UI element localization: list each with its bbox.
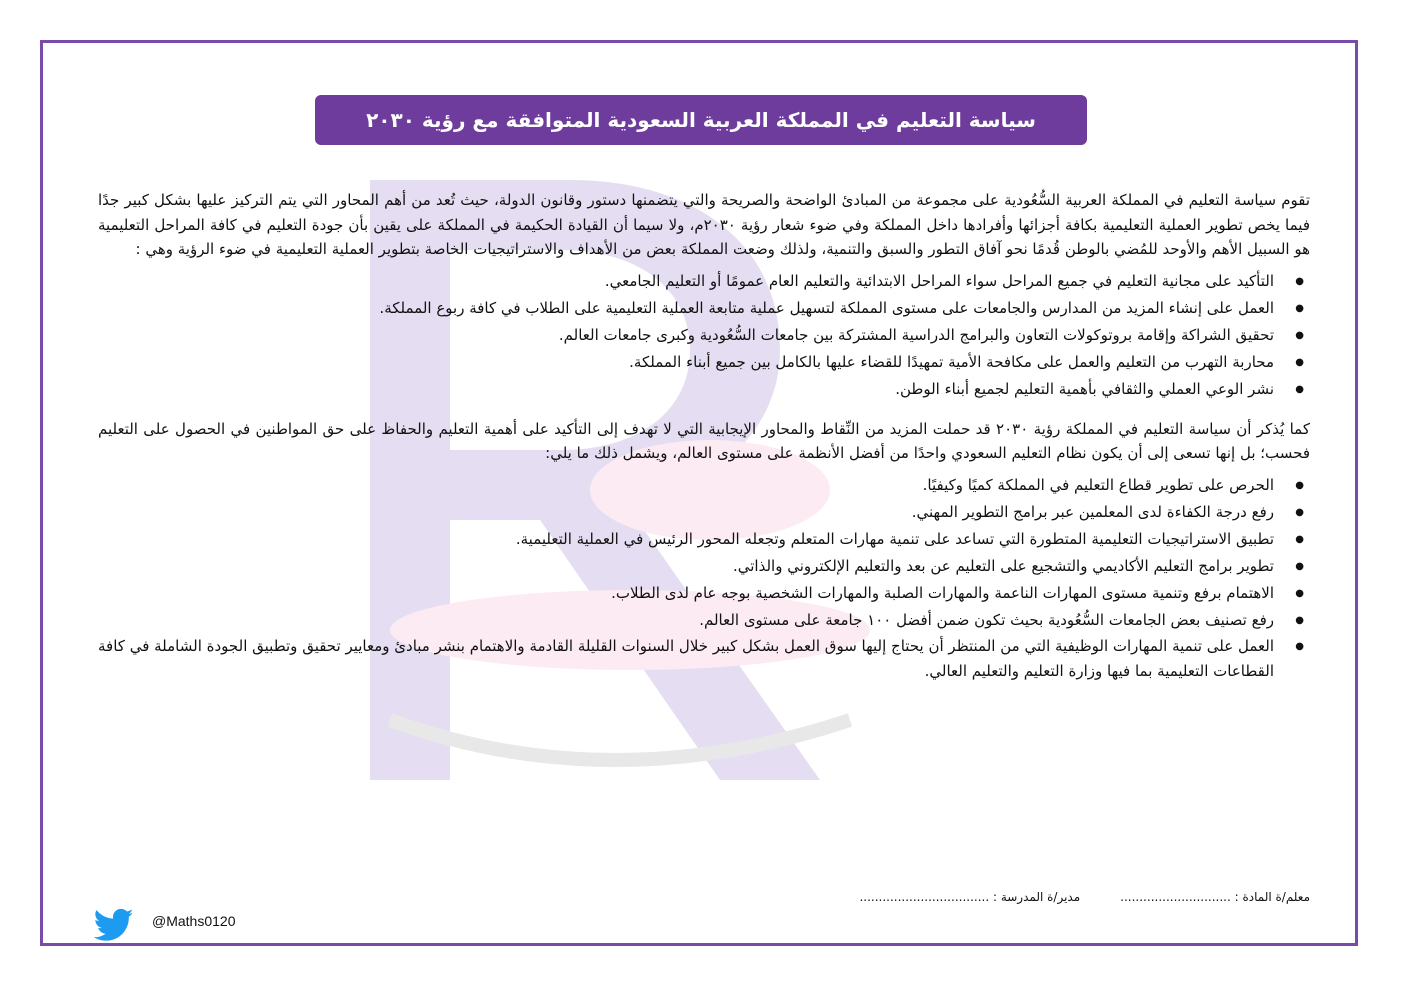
signature-footer [780,890,1310,904]
intro-paragraph: تقوم سياسة التعليم في المملكة العربية السُّعُودية على مجموعة من المبادئ الواضحة والصريحة والتي يتضمنها دستور وقانون الدولة، حيث تُعد من أهم المحاور التي يتم التركيز عليها بشكل كبير جدًا فيما يخص تطوير العملية التعليمية بكافة أجزائها وأفرادها داخل المملكة وفي ضوء شعار رؤية ٢٠٣٠م، ولا سيما أن القيادة الحكيمة في المملكة على يقين بأن جودة التعليم في كافة المراحل التعليمية هو السبيل الأهم والأوحد للمُضي بالوطن قُدمًا نحو آفاق التطور والسبق والتنمية، ولذلك وضعت المملكة بعض من الأهداف والاستراتيجيات الخاصة بتطوير العملية التعليمية في ضوء الرؤية وهي : [98,191,1310,259]
twitter-bird-icon [92,905,136,945]
list-item: ● نشر الوعي العملي والثقافي بأهمية التعليم لجميع أبناء الوطن. [98,376,1274,403]
goals-list [98,268,1310,403]
list-item: ● العمل على تنمية المهارات الوظيفية التي من المنتظر أن يحتاج إليها سوق العمل بشكل كبير خلال السنوات القليلة القادمة والاهتمام بنشر مبادئ ومعايير تحقيق وتطبيق الجودة الشاملة في كافة القطاعات التعليمية بما فيها وزارة التعليم والتعليم العالي. [98,634,1274,684]
principal-signature-line: مدير/ة المدرسة : .................................. [859,890,1081,904]
page-title-text: سياسة التعليم في المملكة العربية السعودية المتوافقة مع رؤية ٢٠٣٠ [366,108,1036,132]
list-item: ● التأكيد على مجانية التعليم في جميع المراحل سواء المراحل الابتدائية والتعليم العام عمومًا أو التعليم الجامعي. [98,268,1274,295]
list-item: ● الاهتمام برفع وتنمية مستوى المهارات الناعمة والمهارات الصلبة والمهارات الشخصية بوجه عام لدى الطلاب. [98,580,1274,607]
twitter-handle: @Maths0120 [152,913,236,929]
vision-points-list [98,472,1310,684]
list-item: ● العمل على إنشاء المزيد من المدارس والجامعات على مستوى المملكة لتسهيل عملية متابعة العملية التعليمية على الطلاب في كافة ربوع المملكة. [98,295,1274,322]
page-title [315,95,1087,145]
list-item: ● رفع تصنيف بعض الجامعات السُّعُودية بحيث تكون ضمن أفضل ١٠٠ جامعة على مستوى العالم. [98,607,1274,634]
list-item: ● تطوير برامج التعليم الأكاديمي والتشجيع على التعليم عن بعد والتعليم الإلكتروني والذاتي. [98,553,1274,580]
list-item: ● رفع درجة الكفاءة لدى المعلمين عبر برامج التطوير المهني. [98,499,1274,526]
list-item: ● محاربة التهرب من التعليم والعمل على مكافحة الأمية تمهيدًا للقضاء عليها بالكامل بين جميع أبناء المملكة. [98,349,1274,376]
teacher-signature-line: معلم/ة المادة : ............................. [1120,890,1310,904]
second-paragraph: كما يُذكر أن سياسة التعليم في المملكة رؤية ٢٠٣٠ قد حملت المزيد من النِّقاط والمحاور الإيجابية التي لا تهدف إلى التأكيد على أهمية التعليم والحفاظ على حق المواطنين في الحصول على التعليم فحسب؛ بل إنها تسعى إلى أن يكون نظام التعليم السعودي واحدًا من أفضل الأنظمة على مستوى العالم، ويشمل ذلك ما يلي: [98,419,1310,463]
main-content [98,188,1310,694]
list-item: ● الحرص على تطوير قطاع التعليم في المملكة كميًا وكيفيًا. [98,472,1274,499]
list-item: ● تطبيق الاستراتيجيات التعليمية المتطورة التي تساعد على تنمية مهارات المتعلم وتجعله المحور الرئيس في العملية التعليمية. [98,526,1274,553]
list-item: ● تحقيق الشراكة وإقامة بروتوكولات التعاون والبرامج الدراسية المشتركة بين جامعات السُّعُودية وكبرى جامعات العالم. [98,322,1274,349]
